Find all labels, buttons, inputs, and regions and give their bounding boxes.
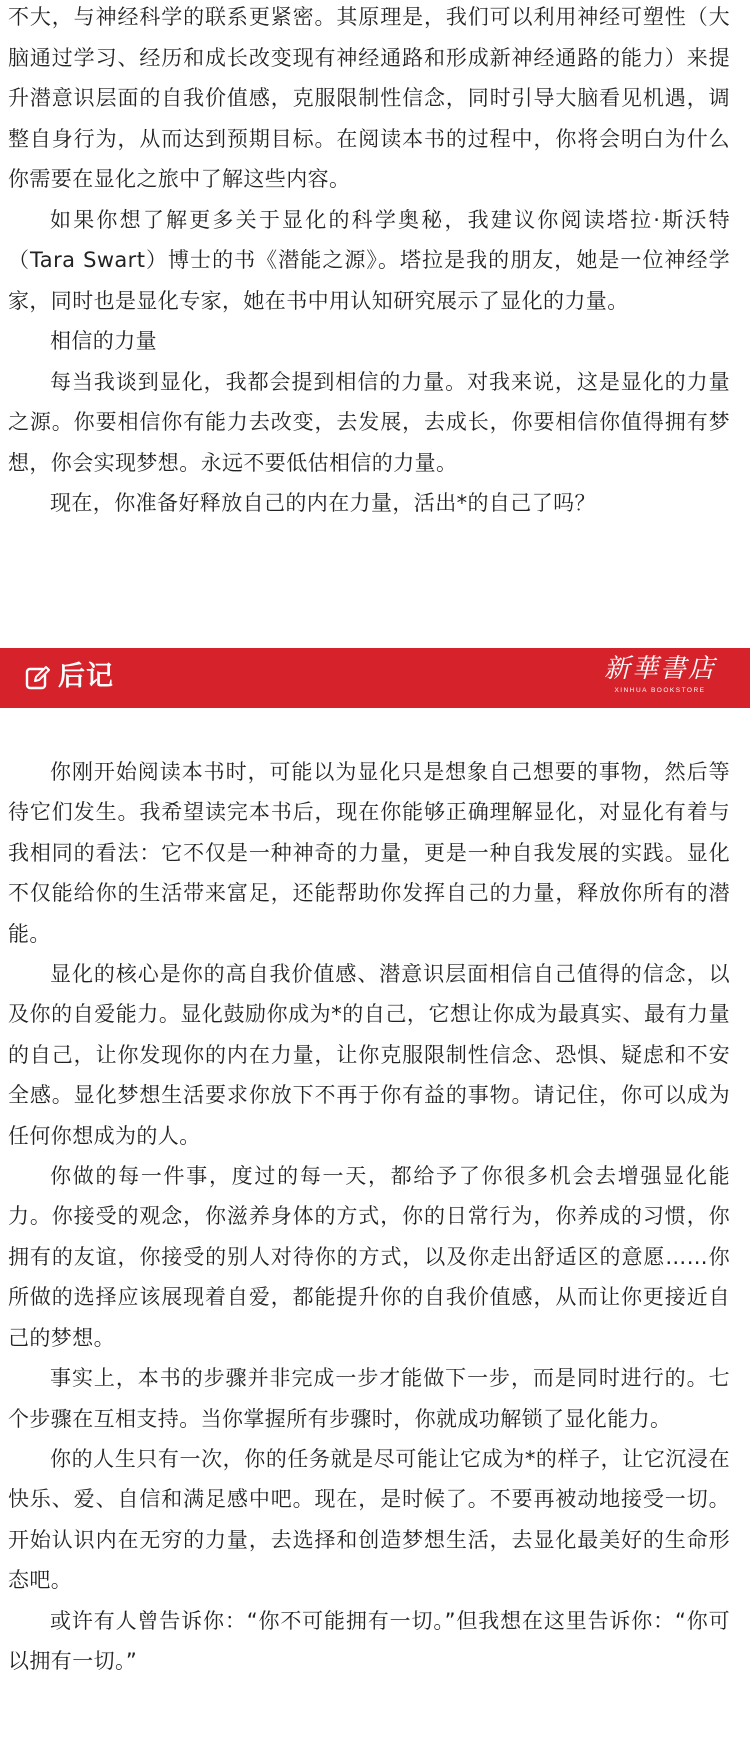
xinhua-bookstore-logo xyxy=(600,654,720,702)
paragraph: 你刚开始阅读本书时，可能以为显化只是想象自己想要的事物，然后等待它们发生。我希望读完本书后，现在你能够正确理解显化，对显化有着与我相同的看法：它不仅是一种神奇的力量，更是一种自我发展的实践。显化不仅能给你的生活带来富足，还能帮助你发挥自己的力量，释放你所有的潜能。 xyxy=(8,760,730,946)
paragraph: 你的人生只有一次，你的任务就是尽可能让它成为*的样子，让它沉浸在快乐、爱、自信和满足感中吧。现在，是时候了。不要再被动地接受一切。开始认识内在无穷的力量，去选择和创造梦想生活，去显化最美好的生命形态吧。 xyxy=(8,1446,730,1593)
edit-icon xyxy=(25,665,51,691)
paragraph: 显化的核心是你的高自我价值感、潜意识层面相信自己值得的信念，以及你的自爱能力。显化鼓励你成为*的自己，它想让你成为最真实、最有力量的自己，让你发现你的内在力量，让你克服限制性信念、恐惧、疑虑和不安全感。显化梦想生活要求你放下不再于你有益的事物。请记住，你可以成为任何你想成为的人。 xyxy=(8,962,730,1148)
paragraph: 或许有人曾告诉你：“你不可能拥有一切。”但我想在这里告诉你：“你可以拥有一切。” xyxy=(8,1608,730,1673)
afterword-banner xyxy=(0,648,750,708)
paragraph: 每当我谈到显化，我都会提到相信的力量。对我来说，这是显化的力量之源。你要相信你有能力去改变，去发展，去成长，你要相信你值得拥有梦想，你会实现梦想。永远不要低估相信的力量。 xyxy=(8,369,730,475)
section-heading: 相信的力量 xyxy=(50,329,157,353)
afterword-text xyxy=(8,752,730,1681)
logo-english: XINHUA BOOKSTORE xyxy=(614,687,706,694)
logo-chinese: 新華書店 xyxy=(603,654,716,684)
paragraph: 现在，你准备好释放自己的内在力量，活出*的自己了吗？ xyxy=(50,491,596,515)
afterword-title: 后记 xyxy=(58,661,114,692)
chapter-ending-text xyxy=(8,0,730,524)
paragraph: 不大，与神经科学的联系更紧密。其原理是，我们可以利用神经可塑性（大脑通过学习、经历和成长改变现有神经通路和形成新神经通路的能力）来提升潜意识层面的自我价值感，克服限制性信念，同时引导大脑看见机遇，调整自身行为，从而达到预期目标。在阅读本书的过程中，你将会明白为什么你需要在显化之旅中了解这些内容。 xyxy=(8,5,730,191)
paragraph: 事实上，本书的步骤并非完成一步才能做下一步，而是同时进行的。七个步骤在互相支持。当你掌握所有步骤时，你就成功解锁了显化能力。 xyxy=(8,1366,730,1431)
paragraph: 如果你想了解更多关于显化的科学奥秘，我建议你阅读塔拉·斯沃特（Tara Swart）博士的书《潜能之源》。塔拉是我的朋友，她是一位神经学家，同时也是显化专家，她在书中用认知研究展示了显化的力量。 xyxy=(8,207,730,313)
paragraph: 你做的每一件事，度过的每一天，都给予了你很多机会去增强显化能力。你接受的观念，你滋养身体的方式，你的日常行为，你养成的习惯，你拥有的友谊，你接受的别人对待你的方式，以及你走出舒适区的意愿……你所做的选择应该展现着自爱，都能提升你的自我价值感，从而让你更接近自己的梦想。 xyxy=(8,1164,730,1350)
